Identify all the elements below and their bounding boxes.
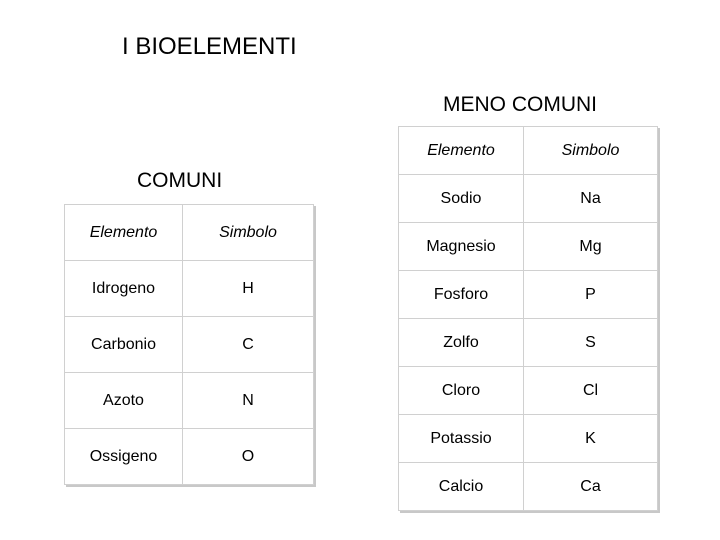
element-symbol-cell: O	[183, 429, 314, 485]
table-row	[65, 317, 314, 373]
table-row	[399, 367, 658, 415]
table-row	[65, 429, 314, 485]
element-symbol-cell: H	[183, 261, 314, 317]
element-name-cell: Idrogeno	[65, 261, 183, 317]
element-symbol-cell: K	[524, 415, 658, 463]
element-name-cell: Ossigeno	[65, 429, 183, 485]
element-name-cell: Azoto	[65, 373, 183, 429]
element-symbol-cell: Cl	[524, 367, 658, 415]
table-meno-comuni	[398, 126, 658, 511]
element-name-cell: Carbonio	[65, 317, 183, 373]
table-row	[399, 319, 658, 367]
element-name-cell: Cloro	[399, 367, 524, 415]
table-row	[65, 261, 314, 317]
element-name-cell: Zolfo	[399, 319, 524, 367]
element-symbol-cell: Mg	[524, 223, 658, 271]
column-header-simbolo: Simbolo	[183, 205, 314, 261]
table-row	[399, 463, 658, 511]
table-header-row	[399, 127, 658, 175]
table-row	[399, 415, 658, 463]
table-row	[399, 271, 658, 319]
element-name-cell: Magnesio	[399, 223, 524, 271]
element-name-cell: Sodio	[399, 175, 524, 223]
element-symbol-cell: C	[183, 317, 314, 373]
table-comuni	[64, 204, 314, 485]
section-title-meno-comuni: MENO COMUNI	[443, 93, 597, 116]
element-name-cell: Calcio	[399, 463, 524, 511]
column-header-elemento: Elemento	[65, 205, 183, 261]
element-symbol-cell: Na	[524, 175, 658, 223]
element-symbol-cell: P	[524, 271, 658, 319]
table-row	[65, 373, 314, 429]
element-symbol-cell: S	[524, 319, 658, 367]
page-title: I BIOELEMENTI	[122, 33, 297, 60]
element-symbol-cell: N	[183, 373, 314, 429]
column-header-elemento: Elemento	[399, 127, 524, 175]
section-title-comuni: COMUNI	[137, 169, 223, 192]
element-name-cell: Fosforo	[399, 271, 524, 319]
table-row	[399, 223, 658, 271]
column-header-simbolo: Simbolo	[524, 127, 658, 175]
element-name-cell: Potassio	[399, 415, 524, 463]
element-symbol-cell: Ca	[524, 463, 658, 511]
table-header-row	[65, 205, 314, 261]
table-row	[399, 175, 658, 223]
